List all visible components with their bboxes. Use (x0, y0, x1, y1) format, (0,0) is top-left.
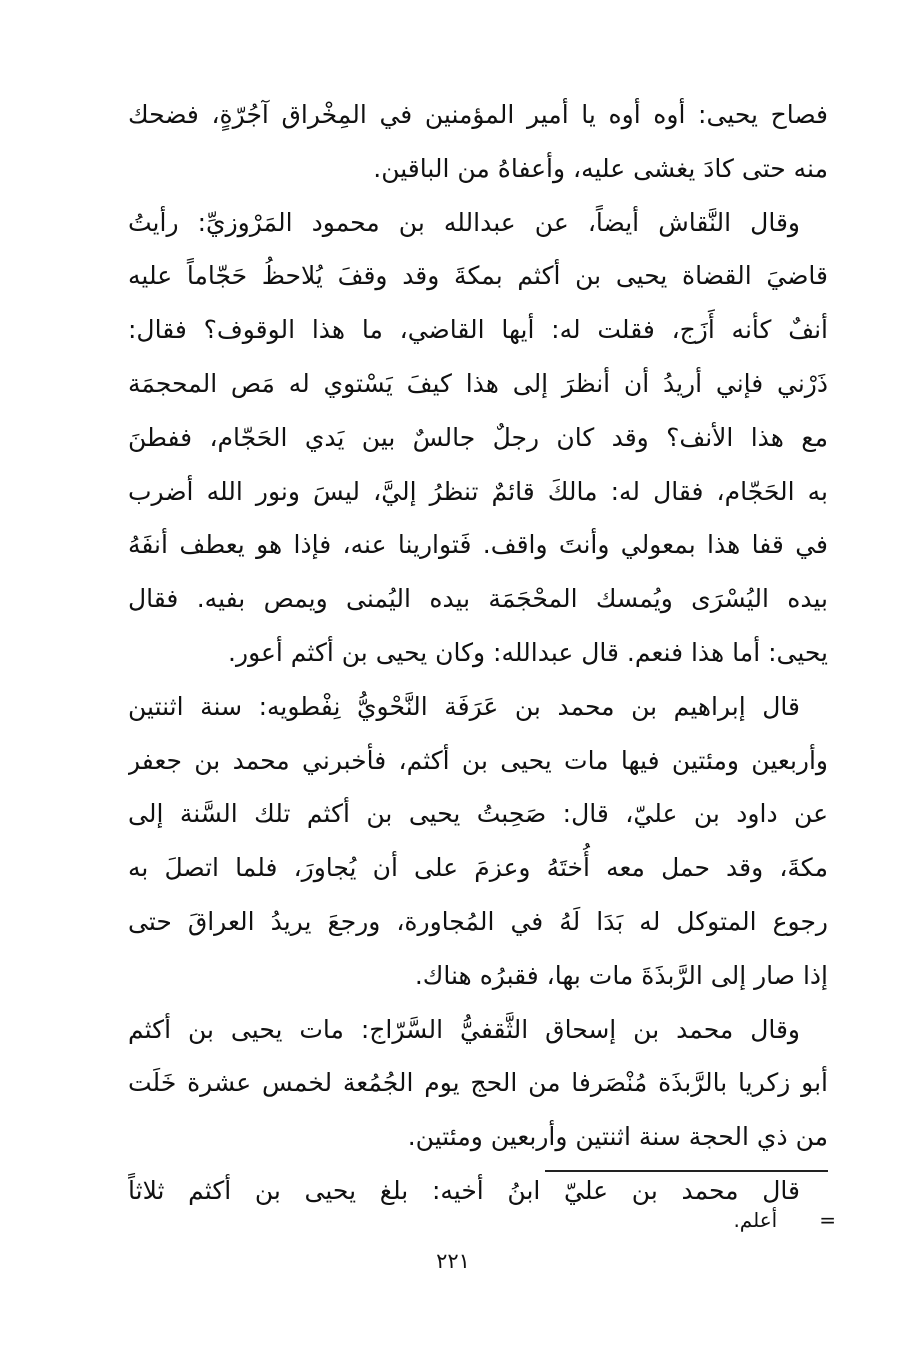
footnote-divider (545, 1170, 828, 1172)
text-line: أبو زكريا بالرَّبذَة مُنْصَرفا من الحج يوم الجُمُعة لخمس عشرة خَلَت (128, 1068, 828, 1098)
text-line: به الحَجّام، فقال له: مالكَ قائمٌ تنظرُ إليَّ، ليسَ ونور الله أضرب (128, 476, 828, 506)
text-line: قال محمد بن عليّ ابنُ أخيه: بلغ يحيى بن أكثم ثلاثاً (128, 1175, 800, 1205)
page-number: ٢٢١ (436, 1249, 470, 1273)
text-line: مع هذا الأنف؟ وقد كان رجلٌ جالسٌ بين يَدي الحَجّام، ففطنَ (128, 422, 828, 452)
text-line: رجوع المتوكل له بَدَا لَهُ في المُجاورة، ورجعَ يريدُ العراقَ حتى (128, 906, 828, 936)
footnote (733, 1205, 836, 1235)
text-line: ذَرْني فإني أريدُ أن أنظرَ إلى هذا كيفَ يَسْتوي له مَص المحجمَة (128, 368, 828, 398)
footnote-text: أعلم. (733, 1208, 778, 1232)
text-line: وقال محمد بن إسحاق الثَّقفيُّ السَّرّاج: مات يحيى بن أكثم (128, 1014, 800, 1044)
text-line: أنفٌ كأنه أَزَج، فقلت له: أيها القاضي، ما هذا الوقوف؟ فقال: (128, 315, 828, 345)
text-line: بيده اليُسْرَى ويُمسك المحْجَمَة بيده اليُمنى ويمص بفيه. فقال (128, 584, 828, 614)
text-line: وقال النَّقاش أيضاً، عن عبدالله بن محمود المَرْوزيِّ: رأيتُ (128, 207, 800, 237)
footnote-marker: = (819, 1208, 836, 1232)
text-line: إذا صار إلى الرَّبذَةَ مات بها، فقبرُه هناك. (414, 960, 828, 990)
text-line: قاضيَ القضاة يحيى بن أكثم بمكةَ وقد وقفَ يُلاحظُ حَجّاماً عليه (128, 261, 828, 291)
text-line: فصاح يحيى: أوه أوه يا أمير المؤمنين في المِخْراق آجُرّةٍ، فضحك (128, 100, 828, 129)
text-line: وأربعين ومئتين فيها مات يحيى بن أكثم، فأخبرني محمد بن جعفر (128, 745, 828, 775)
text-line: مكةَ، وقد حمل معه أُختَهُ وعزمَ على أن يُجاورَ، فلما اتصلَ به (128, 853, 828, 883)
text-line: قال إبراهيم بن محمد بن عَرَفَة النَّحْويُّ نِفْطويه: سنة اثنتين (128, 691, 800, 721)
text-line: من ذي الحجة سنة اثنتين وأربعين ومئتين. (407, 1122, 828, 1152)
text-line: منه حتى كادَ يغشى عليه، وأعفاهُ من الباقين. (373, 153, 828, 183)
body-text (128, 88, 828, 1218)
text-line: يحيى: أما هذا فنعم. قال عبدالله: وكان يحيى بن أكثم أعور. (228, 637, 828, 667)
text-line: عن داود بن عليّ، قال: صَحِبتُ يحيى بن أكثم تلك السَّنة إلى (128, 799, 828, 829)
text-line: في قفا هذا بمعولي وأنتَ واقف. فَتوارينا عنه، فإذا هو يعطف أنفَهُ (128, 530, 828, 560)
